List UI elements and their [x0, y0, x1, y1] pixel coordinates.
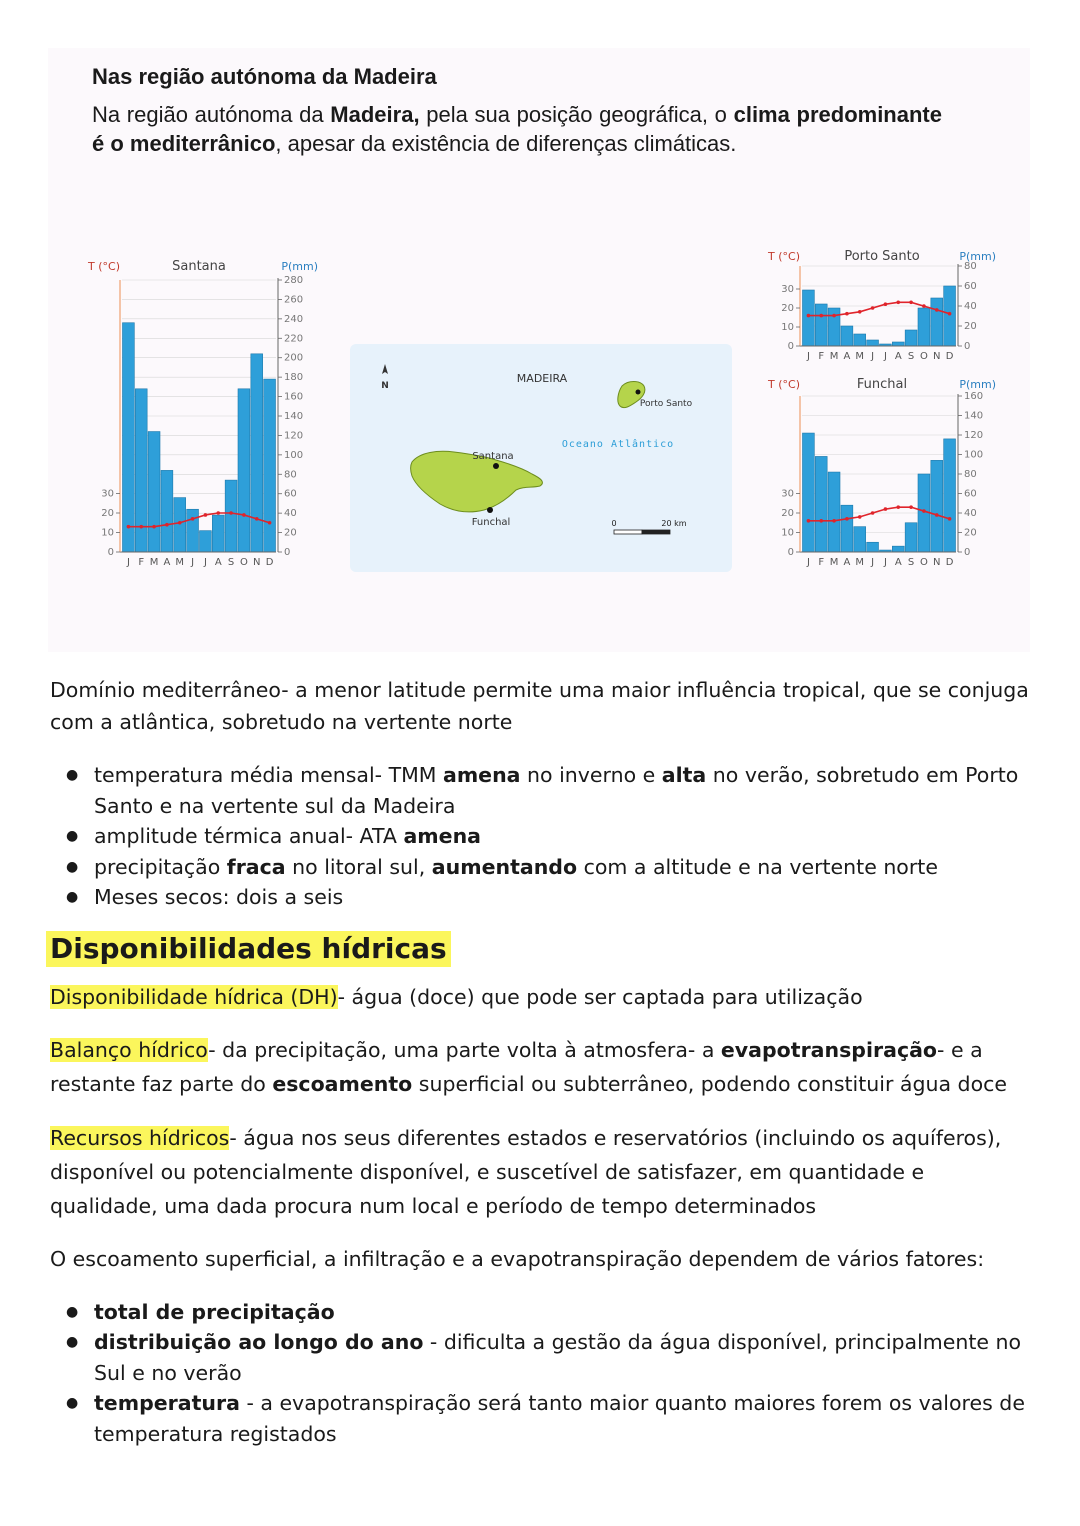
temp-tick-label: 30	[101, 488, 114, 500]
temp-point	[884, 507, 888, 511]
precip-bar	[803, 290, 815, 346]
temp-point	[807, 314, 811, 318]
precip-tick-label: 160	[964, 391, 984, 402]
climograph-porto-santo	[764, 242, 1000, 364]
precip-tick-label: 200	[284, 352, 304, 364]
map-svg	[350, 344, 732, 572]
precip-tick-label: 240	[284, 313, 304, 325]
definition-balanco: Balanço hídrico- da precipitação, uma parte volta à atmosfera- a evapotranspiração- e a restante faz parte do escoamento superficial ou subterrâneo, podendo constituir água doce	[50, 1037, 1007, 1096]
temp-point	[819, 519, 823, 523]
section-title: Disponibilidades hídricas	[46, 931, 451, 967]
porto-santo-marker	[636, 390, 641, 395]
precip-bar	[892, 546, 904, 552]
precip-axis-title: P(mm)	[959, 378, 996, 391]
list-item: ● total de precipitação	[94, 1297, 1030, 1328]
scale-end: 20 km	[661, 519, 687, 528]
funchal-label: Funchal	[471, 517, 511, 528]
temp-point	[909, 301, 913, 305]
month-label: N	[933, 557, 941, 568]
month-label: M	[149, 557, 159, 568]
precip-tick-label: 140	[964, 410, 984, 422]
factor-bullets	[50, 1297, 1030, 1450]
month-label: M	[829, 351, 839, 362]
temp-point	[858, 515, 862, 519]
figure-heading: Nas região autónoma da Madeira	[92, 64, 437, 89]
month-label: J	[203, 557, 207, 568]
chart-title: Santana	[172, 259, 226, 274]
precip-bar	[803, 433, 815, 552]
climograph-svg	[764, 370, 1000, 570]
precip-bar	[200, 531, 212, 552]
santana-label: Santana	[472, 451, 514, 462]
month-label: F	[818, 351, 825, 362]
climograph-funchal	[764, 370, 1000, 570]
temp-point	[204, 513, 208, 517]
precip-tick-label: 280	[284, 275, 304, 286]
region-label: MADEIRA	[516, 372, 568, 385]
month-label: S	[907, 557, 915, 568]
month-label: M	[829, 557, 839, 568]
temp-point	[229, 511, 233, 515]
precip-tick-label: 140	[284, 411, 304, 422]
temp-point	[935, 513, 939, 517]
climograph-svg	[86, 250, 326, 582]
figure-intro	[92, 100, 942, 158]
temp-point	[139, 525, 143, 529]
month-label: O	[239, 557, 248, 568]
temp-point	[832, 519, 836, 523]
climograph-santana	[86, 250, 326, 582]
list-item: ● precipitação fraca no litoral sul, aumentando com a altitude e na vertente norte	[94, 852, 1030, 883]
temp-tick-label: 10	[781, 322, 794, 333]
madeira-map	[350, 344, 732, 572]
notes-section	[50, 674, 1030, 1449]
month-label: A	[894, 351, 902, 362]
month-label: S	[227, 557, 235, 568]
precip-tick-label: 0	[964, 547, 971, 558]
month-label: M	[175, 557, 185, 568]
month-label: J	[806, 557, 810, 568]
month-label: A	[214, 557, 222, 568]
month-label: J	[883, 557, 887, 568]
precip-bar	[905, 330, 917, 346]
temp-point	[268, 521, 272, 525]
definition-dh: Disponibilidade hídrica (DH)- água (doce) que pode ser captada para utilização	[50, 984, 863, 1009]
temp-tick-label: 10	[101, 527, 114, 539]
scale-start: 0	[611, 519, 617, 528]
funchal-marker	[487, 507, 493, 513]
north-label: N	[381, 381, 389, 391]
month-label: J	[871, 351, 875, 362]
month-label: J	[191, 557, 195, 568]
temp-tick-label: 20	[781, 508, 794, 519]
month-label: N	[253, 557, 261, 568]
month-label: D	[265, 557, 274, 568]
temp-point	[242, 513, 246, 517]
month-label: O	[919, 351, 928, 362]
month-label: N	[933, 351, 941, 362]
temp-point	[216, 511, 220, 515]
precip-bar	[187, 509, 199, 552]
temp-point	[871, 511, 875, 515]
precip-tick-label: 40	[284, 508, 297, 520]
precip-tick-label: 100	[964, 449, 984, 461]
month-label: J	[883, 351, 887, 362]
month-label: A	[843, 351, 851, 362]
temp-tick-label: 0	[787, 547, 794, 558]
temp-point	[832, 314, 836, 318]
temp-tick-label: 30	[781, 284, 794, 295]
precip-tick-label: 220	[284, 333, 304, 345]
temp-point	[255, 517, 259, 521]
temp-point	[948, 312, 952, 316]
precip-tick-label: 260	[284, 294, 304, 306]
precip-bar	[828, 308, 840, 346]
temp-tick-label: 0	[107, 547, 114, 558]
domain-paragraph: Domínio mediterrâneo- a menor latitude permite uma maior influência tropical, que se conjuga com a atlântica, sobretudo na vertente norte	[50, 678, 1029, 734]
precip-tick-label: 20	[284, 527, 297, 539]
list-item: ● amplitude térmica anual- ATA amena	[94, 821, 1030, 852]
precip-bar	[905, 523, 917, 552]
climate-bullets	[50, 760, 1030, 913]
precip-bar	[161, 470, 173, 552]
intro-run: , apesar da existência de diferenças climáticas.	[275, 131, 737, 156]
temp-point	[871, 306, 875, 310]
precip-bar	[251, 354, 263, 552]
precip-bar	[123, 323, 135, 552]
temp-tick-label: 20	[101, 508, 114, 519]
list-item: ● distribuição ao longo do ano - dificulta a gestão da água disponível, principalmente no Sul e no verão	[94, 1327, 1030, 1388]
precip-bar	[828, 472, 840, 552]
list-item: ● temperatura média mensal- TMM amena no inverno e alta no verão, sobretudo em Porto Santo e na vertente sul da Madeira	[94, 760, 1030, 821]
precip-axis-title: P(mm)	[281, 260, 318, 273]
temp-point	[884, 302, 888, 306]
month-label: S	[907, 351, 915, 362]
temp-axis-title: T (°C)	[88, 260, 120, 273]
precip-tick-label: 20	[964, 527, 977, 539]
month-label: A	[894, 557, 902, 568]
precip-bar	[867, 340, 879, 346]
temp-point	[165, 523, 169, 527]
precip-bar	[148, 432, 160, 552]
precip-bar	[854, 527, 866, 552]
precip-tick-label: 80	[964, 469, 977, 480]
temp-tick-label: 0	[787, 341, 794, 352]
precip-bar	[238, 389, 250, 552]
temp-point	[807, 519, 811, 523]
precip-tick-label: 0	[284, 547, 291, 558]
santana-marker	[493, 463, 499, 469]
factors-intro: O escoamento superficial, a infiltração e a evapotranspiração dependem de vários fatores:	[50, 1246, 985, 1271]
precip-tick-label: 40	[964, 508, 977, 519]
list-item: ● Meses secos: dois a seis	[94, 882, 1030, 913]
precip-bar	[944, 286, 956, 346]
ocean-label: Oceano Atlântico	[561, 439, 675, 450]
chart-title: Porto Santo	[844, 249, 920, 264]
precip-tick-label: 80	[284, 469, 297, 481]
temp-tick-label: 20	[781, 303, 794, 314]
temp-point	[922, 304, 926, 308]
climograph-svg	[764, 242, 1000, 364]
precip-tick-label: 120	[284, 430, 304, 442]
temp-point	[191, 517, 195, 521]
precip-tick-label: 120	[964, 430, 984, 441]
temp-point	[819, 314, 823, 318]
temp-point	[948, 517, 952, 521]
precip-axis-title: P(mm)	[959, 250, 996, 263]
month-label: O	[919, 557, 928, 568]
temp-point	[152, 525, 156, 529]
precip-tick-label: 60	[964, 281, 977, 292]
temp-point	[896, 505, 900, 509]
month-label: D	[945, 557, 954, 568]
porto-santo-label: Porto Santo	[639, 399, 693, 409]
month-label: A	[163, 557, 171, 568]
temp-axis-title: T (°C)	[768, 378, 800, 391]
temp-point	[922, 509, 926, 513]
temp-point	[858, 310, 862, 314]
chart-title: Funchal	[856, 377, 908, 392]
temp-point	[896, 301, 900, 305]
month-label: M	[855, 351, 865, 362]
precip-tick-label: 180	[284, 372, 304, 384]
precip-bar	[918, 308, 930, 346]
month-label: F	[138, 557, 145, 568]
precip-bar	[815, 456, 827, 552]
temp-point	[845, 312, 849, 316]
precip-bar	[225, 480, 237, 552]
precip-bar	[931, 460, 943, 552]
temp-point	[127, 525, 131, 529]
precip-tick-label: 100	[284, 449, 304, 461]
month-label: J	[806, 351, 810, 362]
month-label: J	[126, 557, 130, 568]
precip-tick-label: 40	[964, 301, 977, 312]
definition-recursos: Recursos hídricos- água nos seus diferentes estados e reservatórios (incluindo os aquíferos), disponível ou potencialmente disponível, e suscetível de satisfazer, em quantidade e qualidade, uma dada procura num local e período de tempo determinados	[50, 1125, 1002, 1218]
precip-bar	[892, 342, 904, 346]
intro-run: Na região autónoma da	[92, 102, 331, 127]
precip-bar	[174, 498, 186, 552]
precip-tick-label: 20	[964, 321, 977, 332]
month-label: D	[945, 351, 954, 362]
intro-run-bold: clima predominante é o mediterrânico	[92, 102, 942, 156]
temp-point	[935, 308, 939, 312]
precip-tick-label: 160	[284, 391, 304, 403]
precip-bar	[854, 334, 866, 346]
month-label: M	[855, 557, 865, 568]
month-label: J	[871, 557, 875, 568]
intro-run-bold: Madeira,	[330, 102, 420, 127]
section-heading-wrap	[50, 931, 1030, 967]
precip-bar	[841, 505, 853, 552]
temp-tick-label: 30	[781, 488, 794, 500]
precip-bar	[867, 542, 879, 552]
precip-bar	[931, 298, 943, 346]
precip-bar	[944, 439, 956, 552]
precip-bar	[841, 326, 853, 346]
temp-point	[845, 517, 849, 521]
precip-tick-label: 60	[964, 488, 977, 500]
precip-bar	[815, 304, 827, 346]
precip-bar	[212, 515, 224, 552]
temp-tick-label: 10	[781, 527, 794, 539]
month-label: F	[818, 557, 825, 568]
precip-tick-label: 80	[964, 261, 977, 272]
month-label: A	[843, 557, 851, 568]
temp-point	[909, 505, 913, 509]
temp-point	[178, 521, 182, 525]
precip-bar	[264, 379, 276, 552]
precip-tick-label: 60	[284, 488, 297, 500]
precip-tick-label: 0	[964, 341, 971, 352]
temp-axis-title: T (°C)	[768, 250, 800, 263]
list-item: ● temperatura - a evapotranspiração será tanto maior quanto maiores forem os valores de temperatura registados	[94, 1388, 1030, 1449]
intro-run: pela sua posição geográfica, o	[419, 102, 734, 127]
